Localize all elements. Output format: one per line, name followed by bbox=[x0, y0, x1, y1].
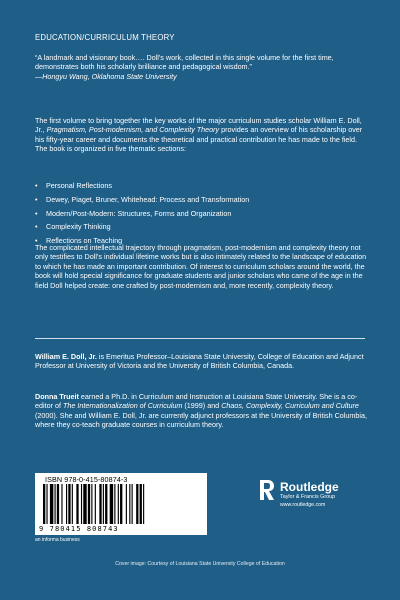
editor-bio-text: earned a Ph.D. in Curriculum and Instruction at Louisiana State University. She is a co-editor of bbox=[35, 392, 358, 411]
list-item bbox=[35, 222, 365, 231]
barcode-bar bbox=[136, 484, 138, 524]
barcode-bar bbox=[129, 484, 130, 524]
barcode-bar bbox=[83, 484, 86, 524]
barcode-bar bbox=[132, 484, 133, 524]
barcode-bar bbox=[88, 484, 90, 524]
barcode-bar bbox=[118, 484, 119, 524]
section-label: Modern/Post-Modern: Structures, Forms and Organization bbox=[46, 208, 232, 218]
editor-bio bbox=[35, 392, 367, 430]
publisher-subtitle: Taylor & Francis Group bbox=[280, 494, 336, 500]
barcode-bar bbox=[110, 484, 113, 524]
barcode-bar bbox=[120, 484, 122, 524]
section-label: Complexity Thinking bbox=[46, 222, 111, 232]
barcode-bar bbox=[68, 484, 70, 524]
author-bio-text: is Emeritus Professor–Louisiana State University, College of Education and Adjunct Professor at University of Victoria and the University of British Columbia, Canada. bbox=[35, 352, 364, 371]
divider bbox=[35, 338, 365, 339]
section-label: Reflections on Teaching bbox=[46, 236, 123, 246]
publisher-url: www.routledge.com bbox=[280, 502, 326, 508]
barcode-bar bbox=[91, 484, 92, 524]
barcode-bar bbox=[72, 484, 73, 524]
barcode-bar bbox=[126, 484, 127, 524]
barcode-bar bbox=[81, 484, 82, 524]
barcode-bar bbox=[95, 484, 96, 524]
barcode-bar bbox=[103, 484, 104, 524]
author-name: William E. Doll, Jr. bbox=[35, 352, 97, 361]
barcode-bar bbox=[105, 484, 107, 524]
barcode-bar bbox=[140, 484, 142, 524]
intro-part1: The first volume to bring together the key works of the major curriculum studies scholar William E. Doll, Jr., bbox=[35, 116, 362, 135]
bullet-icon: • bbox=[35, 208, 38, 218]
isbn-barcode bbox=[35, 473, 207, 535]
barcode-bar bbox=[66, 484, 67, 524]
barcode-bars bbox=[39, 484, 203, 525]
bullet-icon: • bbox=[35, 222, 38, 232]
section-label: Dewey, Piaget, Bruner, Whitehead: Process and Transformation bbox=[46, 194, 250, 204]
barcode-bar bbox=[43, 484, 45, 524]
list-item bbox=[35, 181, 365, 190]
barcode-bar bbox=[55, 484, 56, 524]
intro-part2: provides an overview of his scholarship over his fifty-year career and documents the theoretical and practical contribution he has made to the field. The book is organized in five thematic sections: bbox=[35, 125, 363, 154]
barcode-bar bbox=[46, 484, 47, 524]
barcode-bar bbox=[114, 484, 115, 524]
list-item bbox=[35, 209, 365, 218]
bullet-icon: • bbox=[35, 181, 38, 190]
trajectory-paragraph: The complicated intellectual trajectory through pragmatism, post-modernism and complexity theory not only testifies to Doll’s individual lifetime works but is also intimately related to the landscape of education to which he has made an important contribution. Of interest to curriculum scholars around the world, the book will hold special significance for graduate students and junior scholars who came of the age in the field Doll helped create: one crafted by post-modernism and, more recently, complexity theory. bbox=[35, 243, 367, 290]
intro-book-title: Pragmatism, Post-modernism, and Complexity Theory bbox=[46, 125, 220, 135]
bullet-icon: • bbox=[35, 236, 38, 246]
endorsement-quote bbox=[35, 53, 365, 81]
editor-name: Donna Trueit bbox=[35, 392, 79, 401]
editor-bio-text: (1999) and bbox=[182, 401, 222, 411]
editor-book-title: The Internationalization of Curriculum bbox=[62, 401, 183, 411]
list-item bbox=[35, 195, 365, 204]
barcode-digits: 9 780415 808743 bbox=[39, 525, 119, 533]
section-label: Personal Reflections bbox=[46, 181, 112, 190]
quote-text: “A landmark and visionary book…. Doll’s work, collected in this single volume for the first time, demonstrates both his scholarly brilliance and pedagogical wisdom.” bbox=[35, 53, 334, 72]
editor-bio-text: (2000). She and William E. Doll, Jr. are currently adjunct professors at the University of British Columbia, where they co-teach graduate courses in curriculum theory. bbox=[35, 410, 367, 430]
barcode-bar bbox=[143, 484, 144, 524]
publisher-name: Routledge bbox=[280, 480, 339, 494]
author-bio bbox=[35, 352, 367, 371]
thematic-sections-list bbox=[35, 181, 365, 250]
barcode-bar bbox=[61, 484, 62, 524]
bullet-icon: • bbox=[35, 194, 38, 204]
routledge-logo-icon bbox=[258, 479, 276, 501]
subject-category: EDUCATION/CURRICULUM THEORY bbox=[35, 33, 175, 42]
publisher-block bbox=[258, 476, 378, 526]
barcode-bar bbox=[50, 484, 53, 524]
cover-credit: Cover image: Courtesy of Louisiana State University College of Education bbox=[115, 561, 285, 567]
quote-attribution: —Hongyu Wang, Oklahoma State University bbox=[35, 71, 177, 81]
barcode-bar bbox=[76, 484, 78, 524]
isbn-label: ISBN 978-0-415-80874-3 bbox=[45, 475, 128, 484]
barcode-bar bbox=[99, 484, 101, 524]
barcode-bar bbox=[57, 484, 59, 524]
informa-tagline: an informa business bbox=[35, 537, 80, 543]
book-description bbox=[35, 116, 367, 154]
editor-book-title: Chaos, Complexity, Curriculum and Culture bbox=[221, 401, 359, 411]
